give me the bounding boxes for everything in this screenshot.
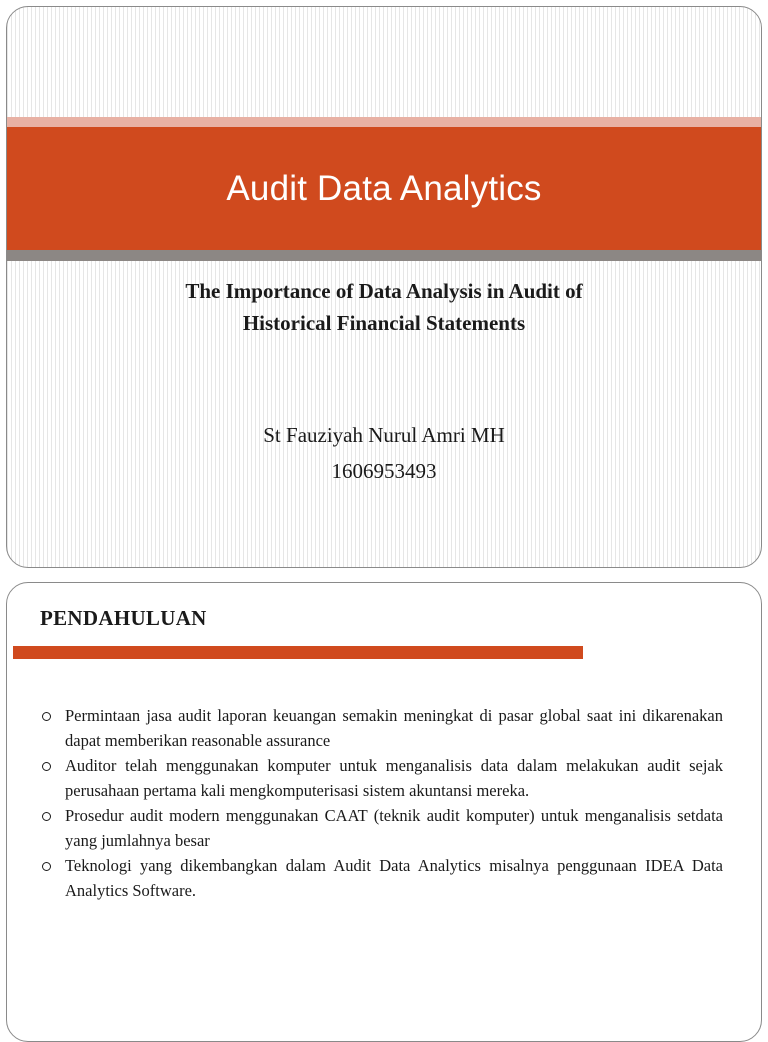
title-band-bottom-stripe: [7, 250, 761, 261]
bullet-text: Permintaan jasa audit laporan keuangan semakin meningkat di pasar global saat ini dikarenakan dapat memberikan reasonable assurance: [65, 706, 723, 750]
title-slide: [6, 6, 762, 568]
bullet-text: Teknologi yang dikembangkan dalam Audit Data Analytics misalnya penggunaan IDEA Data Analytics Software.: [65, 856, 723, 900]
author-block: [7, 417, 761, 489]
circle-bullet-icon: [42, 862, 51, 871]
circle-bullet-icon: [42, 762, 51, 771]
subtitle-line-2: Historical Financial Statements: [242, 311, 526, 335]
section-heading-bar: [13, 646, 583, 659]
bullet-list: [41, 703, 723, 903]
section-heading: PENDAHULUAN: [40, 606, 207, 630]
list-item: [41, 803, 723, 853]
presentation-subtitle: [7, 275, 761, 339]
title-band-top-stripe: [7, 117, 761, 127]
list-item: [41, 753, 723, 803]
author-id: 1606953493: [331, 459, 437, 483]
title-band: [7, 127, 761, 250]
list-item: [41, 703, 723, 753]
bullet-text: Auditor telah menggunakan komputer untuk menganalisis data dalam melakukan audit sejak perusahaan pertama kali mengkomputerisasi sistem akuntansi mereka.: [65, 756, 723, 800]
presentation-title: Audit Data Analytics: [226, 168, 542, 208]
bullet-text: Prosedur audit modern menggunakan CAAT (teknik audit komputer) untuk menganalisis setdata yang jumlahnya besar: [65, 806, 723, 850]
list-item: [41, 853, 723, 903]
subtitle-line-1: The Importance of Data Analysis in Audit of: [185, 279, 583, 303]
content-slide: [6, 582, 762, 1042]
circle-bullet-icon: [42, 712, 51, 721]
circle-bullet-icon: [42, 812, 51, 821]
author-name: St Fauziyah Nurul Amri MH: [263, 423, 505, 447]
